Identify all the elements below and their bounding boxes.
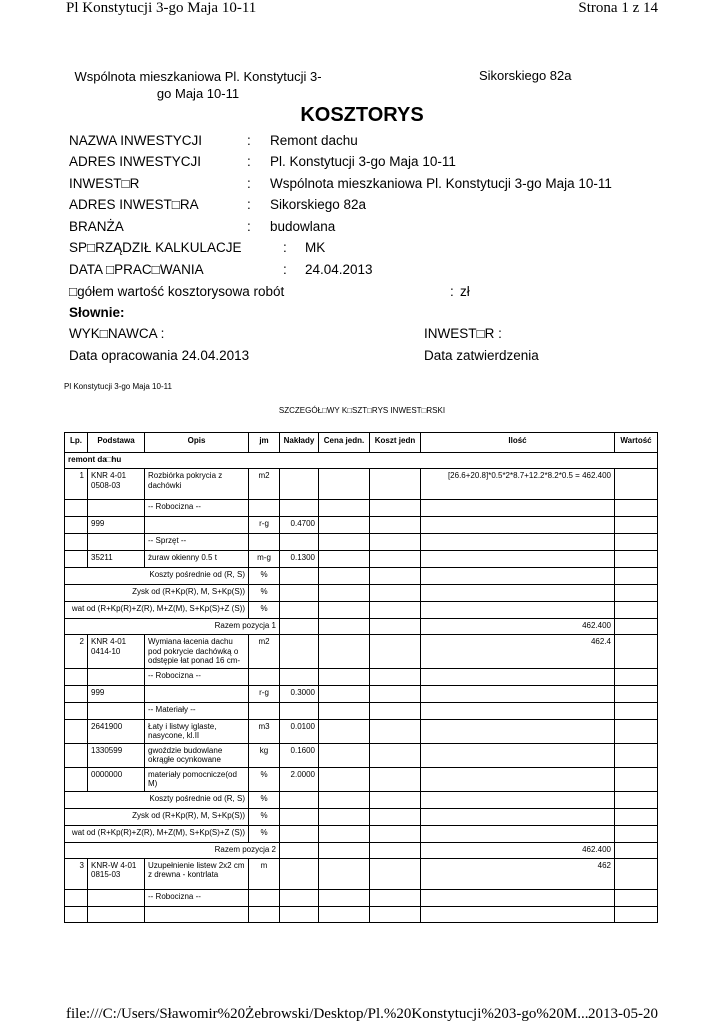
cell-cena bbox=[319, 889, 370, 906]
cell-naklady bbox=[280, 635, 319, 669]
cell-ilosc: 462.4 bbox=[421, 635, 615, 669]
info-colon: : bbox=[247, 133, 251, 148]
cell-opis: Wymiana łacenia dachu pod pokrycie dachówką o odstępie łat ponad 16 cm- bbox=[145, 635, 249, 669]
cell-wartosc bbox=[615, 702, 658, 719]
cell-koszt bbox=[370, 702, 421, 719]
cell-wartosc bbox=[615, 808, 658, 825]
cell-podstawa bbox=[88, 702, 145, 719]
organization-address: Sikorskiego 82a bbox=[479, 68, 572, 83]
cell-ilosc: [26.6+20.8]*0.5*2*8.7+12.2*8.2*0.5 = 462.400 bbox=[421, 469, 615, 500]
cell-cena bbox=[319, 568, 370, 585]
cell-ilosc bbox=[421, 568, 615, 585]
cell-jm: % bbox=[249, 602, 280, 619]
cell-ilosc bbox=[421, 825, 615, 842]
cell-jm: m2 bbox=[249, 469, 280, 500]
cell-lp bbox=[65, 685, 88, 702]
cell-ilosc bbox=[421, 534, 615, 551]
info-label: BRANŻA bbox=[69, 219, 124, 234]
cell-naklady bbox=[280, 842, 319, 858]
cell-ilosc bbox=[421, 906, 615, 922]
cell-lp bbox=[65, 702, 88, 719]
cell-naklady bbox=[280, 889, 319, 906]
cell-koszt bbox=[370, 619, 421, 635]
cell-ilosc: 462.400 bbox=[421, 619, 615, 635]
table-row bbox=[65, 842, 658, 858]
cell-naklady bbox=[280, 602, 319, 619]
cell-cena bbox=[319, 551, 370, 568]
cell-lp: 1 bbox=[65, 469, 88, 500]
cell-cena bbox=[319, 719, 370, 743]
cell-koszt bbox=[370, 791, 421, 808]
cell-podstawa: 999 bbox=[88, 685, 145, 702]
table-row bbox=[65, 685, 658, 702]
cell-wartosc bbox=[615, 500, 658, 517]
cell-jm: m bbox=[249, 858, 280, 889]
cell-naklady: 0.1600 bbox=[280, 743, 319, 767]
cell-ilosc bbox=[421, 500, 615, 517]
cell-lp bbox=[65, 889, 88, 906]
cell-sum-label: Razem pozycja 1 bbox=[65, 619, 280, 635]
cell-podstawa bbox=[88, 500, 145, 517]
cell-cena bbox=[319, 668, 370, 685]
cell-lp: 2 bbox=[65, 635, 88, 669]
table-row bbox=[65, 825, 658, 842]
cell-cena bbox=[319, 469, 370, 500]
page-footer-right: 2013-05-20 bbox=[588, 1006, 658, 1022]
cell-wartosc bbox=[615, 534, 658, 551]
cell-lp bbox=[65, 743, 88, 767]
cell-jm: m2 bbox=[249, 635, 280, 669]
table-row bbox=[65, 668, 658, 685]
table-row bbox=[65, 906, 658, 922]
cell-lp bbox=[65, 767, 88, 791]
cell-ilosc bbox=[421, 602, 615, 619]
cell-cena bbox=[319, 534, 370, 551]
cell-naklady bbox=[280, 808, 319, 825]
cell-cena bbox=[319, 906, 370, 922]
cell-cena bbox=[319, 791, 370, 808]
cell-jm: r-g bbox=[249, 517, 280, 534]
cell-cena bbox=[319, 743, 370, 767]
cell-naklady bbox=[280, 825, 319, 842]
cell-podstawa bbox=[88, 668, 145, 685]
info-label: ADRES INWEST□RA bbox=[69, 197, 199, 212]
cell-jm bbox=[249, 702, 280, 719]
cell-jm bbox=[249, 906, 280, 922]
cell-cena bbox=[319, 767, 370, 791]
organization-name: Wspólnota mieszkaniowa Pl. Konstytucji 3-go Maja 10-11 bbox=[74, 69, 322, 101]
cell-jm: % bbox=[249, 791, 280, 808]
cell-cena bbox=[319, 500, 370, 517]
cell-wartosc bbox=[615, 791, 658, 808]
cell-cena bbox=[319, 842, 370, 858]
inwestor-label: INWEST□R : bbox=[424, 326, 502, 341]
header-opis: Opis bbox=[145, 433, 249, 453]
cell-wartosc bbox=[615, 685, 658, 702]
cell-wartosc bbox=[615, 842, 658, 858]
cell-cena bbox=[319, 517, 370, 534]
cell-cena bbox=[319, 685, 370, 702]
info-label: DATA □PRAC□WANIA bbox=[69, 262, 204, 277]
cell-ilosc bbox=[421, 808, 615, 825]
cell-podstawa: 2641900 bbox=[88, 719, 145, 743]
info-label: SP□RZĄDZIŁ KALKULACJE bbox=[69, 240, 242, 255]
table-row bbox=[65, 767, 658, 791]
info-label: INWEST□R bbox=[69, 176, 140, 191]
info-value: budowlana bbox=[270, 219, 336, 234]
cell-wartosc bbox=[615, 551, 658, 568]
header-lp: Lp. bbox=[65, 433, 88, 453]
cell-cena bbox=[319, 602, 370, 619]
cost-table bbox=[64, 432, 658, 923]
cell-jm: r-g bbox=[249, 685, 280, 702]
info-colon: : bbox=[283, 262, 287, 277]
cell-naklady bbox=[280, 858, 319, 889]
cell-pct-label: Koszty pośrednie od (R, S) bbox=[65, 568, 249, 585]
cell-wartosc bbox=[615, 906, 658, 922]
info-label: NAZWA INWESTYCJI bbox=[69, 133, 203, 148]
wykonawca-label: WYK□NAWCA : bbox=[69, 326, 165, 341]
cell-wartosc bbox=[615, 517, 658, 534]
cell-koszt bbox=[370, 585, 421, 602]
table-row bbox=[65, 719, 658, 743]
table-row bbox=[65, 791, 658, 808]
header-ilosc: Ilość bbox=[421, 433, 615, 453]
data-opracowania: Data opracowania 24.04.2013 bbox=[69, 348, 250, 363]
cell-koszt bbox=[370, 719, 421, 743]
cell-ilosc bbox=[421, 743, 615, 767]
cell-opis: -- Robocizna -- bbox=[145, 668, 249, 685]
cell-koszt bbox=[370, 743, 421, 767]
cell-sum-label: Razem pozycja 2 bbox=[65, 842, 280, 858]
cell-naklady bbox=[280, 619, 319, 635]
cell-koszt bbox=[370, 767, 421, 791]
info-colon: : bbox=[247, 219, 251, 234]
cell-opis bbox=[145, 685, 249, 702]
cell-cena bbox=[319, 858, 370, 889]
cell-pct-label: Zysk od (R+Kp(R), M, S+Kp(S)) bbox=[65, 585, 249, 602]
cell-wartosc bbox=[615, 619, 658, 635]
cell-naklady bbox=[280, 702, 319, 719]
cell-koszt bbox=[370, 842, 421, 858]
cell-wartosc bbox=[615, 602, 658, 619]
cell-naklady bbox=[280, 791, 319, 808]
cell-wartosc bbox=[615, 767, 658, 791]
cell-naklady bbox=[280, 534, 319, 551]
document-title: KOSZTORYS bbox=[300, 104, 424, 126]
cell-jm: % bbox=[249, 585, 280, 602]
cell-opis: -- Materiały -- bbox=[145, 702, 249, 719]
info-colon: : bbox=[247, 197, 251, 212]
cell-ilosc bbox=[421, 767, 615, 791]
cell-podstawa: 0000000 bbox=[88, 767, 145, 791]
info-label: ADRES INWESTYCJI bbox=[69, 154, 202, 169]
cell-wartosc bbox=[615, 668, 658, 685]
cell-podstawa: 35211 bbox=[88, 551, 145, 568]
cell-jm: % bbox=[249, 767, 280, 791]
page-header-right: Strona 1 z 14 bbox=[578, 0, 658, 16]
cell-podstawa bbox=[88, 906, 145, 922]
cell-opis: gwoździe budowlane okrągłe ocynkowane bbox=[145, 743, 249, 767]
cell-jm: m3 bbox=[249, 719, 280, 743]
table-row bbox=[65, 500, 658, 517]
cell-podstawa bbox=[88, 889, 145, 906]
cell-wartosc bbox=[615, 743, 658, 767]
cell-koszt bbox=[370, 469, 421, 500]
cell-jm: % bbox=[249, 808, 280, 825]
table-row bbox=[65, 568, 658, 585]
cell-wartosc bbox=[615, 585, 658, 602]
cell-ilosc: 462.400 bbox=[421, 842, 615, 858]
cell-opis: materiały pomocnicze(od M) bbox=[145, 767, 249, 791]
cell-lp bbox=[65, 500, 88, 517]
cell-naklady: 0.0100 bbox=[280, 719, 319, 743]
cell-opis: -- Robocizna -- bbox=[145, 889, 249, 906]
total-value-label: □gółem wartość kosztorysowa robót bbox=[69, 284, 285, 299]
info-value: Sikorskiego 82a bbox=[270, 197, 367, 212]
section-title: SZCZEGÓŁ□WY K□SZT□RYS INWEST□RSKI bbox=[278, 406, 446, 415]
page-footer-left: file:///C:/Users/Sławomir%20Żebrowski/Desktop/Pl.%20Konstytucji%203-go%20M... bbox=[66, 1006, 589, 1022]
data-zatwierdzenia: Data zatwierdzenia bbox=[424, 348, 539, 363]
cell-naklady: 0.3000 bbox=[280, 685, 319, 702]
cell-opis bbox=[145, 517, 249, 534]
cell-podstawa: KNR 4-01 0508-03 bbox=[88, 469, 145, 500]
cell-cena bbox=[319, 825, 370, 842]
cell-koszt bbox=[370, 889, 421, 906]
table-row bbox=[65, 585, 658, 602]
cell-koszt bbox=[370, 635, 421, 669]
cell-podstawa: KNR-W 4-01 0815-03 bbox=[88, 858, 145, 889]
cell-naklady bbox=[280, 585, 319, 602]
total-value-unit: zł bbox=[460, 284, 470, 299]
cell-koszt bbox=[370, 517, 421, 534]
cell-lp bbox=[65, 551, 88, 568]
cell-ilosc bbox=[421, 517, 615, 534]
cell-lp bbox=[65, 517, 88, 534]
cell-opis: -- Robocizna -- bbox=[145, 500, 249, 517]
group-label: remont da□hu bbox=[65, 453, 658, 469]
cell-jm bbox=[249, 534, 280, 551]
table-row bbox=[65, 534, 658, 551]
cell-pct-label: Koszty pośrednie od (R, S) bbox=[65, 791, 249, 808]
small-header: Pl Konstytucji 3-go Maja 10-11 bbox=[64, 382, 172, 391]
table-row bbox=[65, 808, 658, 825]
cell-opis: Uzupełnienie listew 2x2 cm z drewna - kontrlata bbox=[145, 858, 249, 889]
cell-jm bbox=[249, 889, 280, 906]
cell-koszt bbox=[370, 825, 421, 842]
cell-cena bbox=[319, 585, 370, 602]
cell-podstawa: KNR 4-01 0414-10 bbox=[88, 635, 145, 669]
cell-naklady bbox=[280, 469, 319, 500]
cell-koszt bbox=[370, 500, 421, 517]
table-row bbox=[65, 551, 658, 568]
table-row bbox=[65, 619, 658, 635]
table-row bbox=[65, 469, 658, 500]
cell-opis: Łaty i listwy iglaste, nasycone, kl.II bbox=[145, 719, 249, 743]
info-colon: : bbox=[247, 154, 251, 169]
cell-naklady bbox=[280, 568, 319, 585]
cell-ilosc bbox=[421, 889, 615, 906]
cell-opis: żuraw okienny 0.5 t bbox=[145, 551, 249, 568]
header-naklady: Nakłady bbox=[280, 433, 319, 453]
cell-wartosc bbox=[615, 635, 658, 669]
cell-koszt bbox=[370, 858, 421, 889]
total-value-colon: : bbox=[450, 284, 454, 299]
cell-wartosc bbox=[615, 858, 658, 889]
table-row bbox=[65, 889, 658, 906]
cell-lp bbox=[65, 906, 88, 922]
cell-ilosc: 462 bbox=[421, 858, 615, 889]
cell-naklady bbox=[280, 668, 319, 685]
header-podstawa: Podstawa bbox=[88, 433, 145, 453]
cell-koszt bbox=[370, 568, 421, 585]
cell-koszt bbox=[370, 685, 421, 702]
header-cena: Cena jedn. bbox=[319, 433, 370, 453]
cell-jm: % bbox=[249, 825, 280, 842]
cell-ilosc bbox=[421, 668, 615, 685]
cell-cena bbox=[319, 702, 370, 719]
cell-ilosc bbox=[421, 719, 615, 743]
cell-wartosc bbox=[615, 825, 658, 842]
cell-koszt bbox=[370, 906, 421, 922]
info-value: MK bbox=[305, 240, 326, 255]
table-row bbox=[65, 702, 658, 719]
cell-naklady: 0.1300 bbox=[280, 551, 319, 568]
cell-wartosc bbox=[615, 719, 658, 743]
cell-jm: kg bbox=[249, 743, 280, 767]
table-row bbox=[65, 635, 658, 669]
cell-koszt bbox=[370, 668, 421, 685]
cell-koszt bbox=[370, 808, 421, 825]
header-jm: jm bbox=[249, 433, 280, 453]
cell-pct-label: wat od (R+Kp(R)+Z(R), M+Z(M), S+Kp(S)+Z (S)) bbox=[65, 825, 249, 842]
cell-cena bbox=[319, 635, 370, 669]
table-row bbox=[65, 517, 658, 534]
cell-ilosc bbox=[421, 702, 615, 719]
cell-opis: Rozbiórka pokrycia z dachówki bbox=[145, 469, 249, 500]
cell-opis bbox=[145, 906, 249, 922]
cell-jm bbox=[249, 668, 280, 685]
cell-koszt bbox=[370, 602, 421, 619]
cell-wartosc bbox=[615, 568, 658, 585]
page-header-left: Pl Konstytucji 3-go Maja 10-11 bbox=[66, 0, 257, 16]
info-value: 24.04.2013 bbox=[305, 262, 373, 277]
cell-wartosc bbox=[615, 889, 658, 906]
cell-lp bbox=[65, 534, 88, 551]
cell-jm bbox=[249, 500, 280, 517]
table-row bbox=[65, 602, 658, 619]
cell-podstawa: 1330599 bbox=[88, 743, 145, 767]
table-header-row bbox=[65, 433, 658, 453]
cell-lp bbox=[65, 719, 88, 743]
cell-cena bbox=[319, 619, 370, 635]
cell-naklady bbox=[280, 906, 319, 922]
slownie-label: Słownie: bbox=[69, 305, 125, 320]
cell-podstawa bbox=[88, 534, 145, 551]
cell-pct-label: wat od (R+Kp(R)+Z(R), M+Z(M), S+Kp(S)+Z (S)) bbox=[65, 602, 249, 619]
cell-cena bbox=[319, 808, 370, 825]
cell-lp: 3 bbox=[65, 858, 88, 889]
cell-ilosc bbox=[421, 685, 615, 702]
cell-pct-label: Zysk od (R+Kp(R), M, S+Kp(S)) bbox=[65, 808, 249, 825]
info-value: Remont dachu bbox=[270, 133, 358, 148]
info-colon: : bbox=[283, 240, 287, 255]
info-value: Wspólnota mieszkaniowa Pl. Konstytucji 3-go Maja 10-11 bbox=[270, 176, 612, 191]
table-row bbox=[65, 743, 658, 767]
cell-wartosc bbox=[615, 469, 658, 500]
info-value: Pl. Konstytucji 3-go Maja 10-11 bbox=[270, 154, 456, 169]
info-colon: : bbox=[247, 176, 251, 191]
cell-jm: % bbox=[249, 568, 280, 585]
cell-naklady: 2.0000 bbox=[280, 767, 319, 791]
cell-ilosc bbox=[421, 791, 615, 808]
cell-koszt bbox=[370, 534, 421, 551]
cell-ilosc bbox=[421, 551, 615, 568]
cell-jm: m-g bbox=[249, 551, 280, 568]
header-koszt: Koszt jedn bbox=[370, 433, 421, 453]
cell-opis: -- Sprzęt -- bbox=[145, 534, 249, 551]
cell-naklady: 0.4700 bbox=[280, 517, 319, 534]
group-row bbox=[65, 453, 658, 469]
table-row bbox=[65, 858, 658, 889]
cell-ilosc bbox=[421, 585, 615, 602]
cell-koszt bbox=[370, 551, 421, 568]
cell-lp bbox=[65, 668, 88, 685]
cell-naklady bbox=[280, 500, 319, 517]
header-wartosc: Wartość bbox=[615, 433, 658, 453]
cell-podstawa: 999 bbox=[88, 517, 145, 534]
